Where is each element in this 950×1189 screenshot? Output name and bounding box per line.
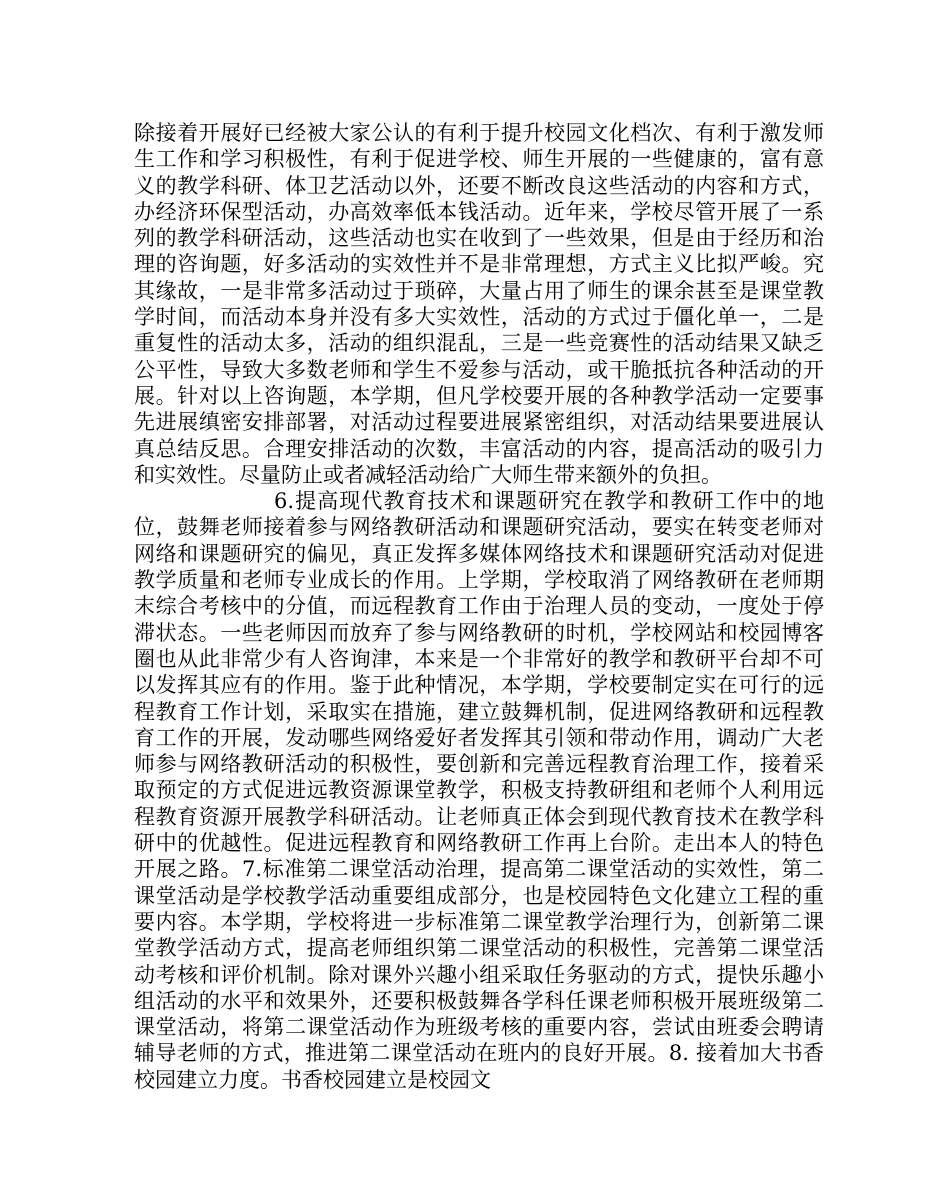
paragraph-education-technology: 6.提高现代教育技术和课题研究在教学和教研工作中的地位，鼓舞老师接着参与网络教研活动和课题研究活动，要实在转变老师对网络和课题研究的偏见，真正发挥多媒体网络技术和课题研究活动对促进教学质量和老师专业成长的作用。上学期，学校取消了网络教研在老师期末综合考核中的分值，而远程教育工作由于治理人员的变动，一度处于停滞状态。一些老师因而放弃了参与网络教研的时机，学校网站和校园博客圈也从此非常少有人咨询津，本来是一个非常好的教学和教研平台却不可以发挥其应有的作用。鉴于此种情况，本学期，学校要制定实在可行的远程教育工作计划，采取实在措施，建立鼓舞机制，促进网络教研和远程教育工作的开展，发动哪些网络爱好者发挥其引领和带动作用，调动广大老师参与网络教研活动的积极性，要创新和完善远程教育治理工作，接着采取预定的方式促进远教资源课堂教学，积极支持教研组和老师个人利用远程教育资源开展教学科研活动。让老师真正体会到现代教育技术在教学科研中的优越性。促进远程教育和网络教研工作再上台阶。走出本人的特色开展之路。7.标准第二课堂活动治理，提高第二课堂活动的实效性，第二课堂活动是学校教学活动重要组成部分，也是校园特色文化建立工程的重要内容。本学期，学校将进一步标准第二课堂教学治理行为，创新第二课堂教学活动方式，提高老师组织第二课堂活动的积极性，完善第二课堂活动考核和评价机制。除对课外兴趣小组采取任务驱动的方式，提快乐趣小组活动的水平和效果外，还要积极鼓舞各学科任课老师积极开展班级第二课堂活动，将第二课堂活动作为班级考核的重要内容，尝试由班委会聘请辅导老师的方式，推进第二课堂活动在班内的良好开展。8. 接着加大书香校园建立力度。书香校园建立是校园文: [134, 489, 824, 1092]
paragraph-activities: 除接着开展好已经被大家公认的有利于提升校园文化档次、有利于激发师生工作和学习积极性，有利于促进学校、师生开展的一些健康的，富有意义的教学科研、体卫艺活动以外，还要不断改良这些活动的内容和方式，办经济环保型活动，办高效率低本钱活动。近年来，学校尽管开展了一系列的教学科研活动，这些活动也实在收到了一些效果，但是由于经历和治理的咨询题，好多活动的实效性并不是非常理想，方式主义比拟严峻。究其缘故，一是非常多活动过于琐碎，大量占用了师生的课余甚至是课堂教学时间，而活动本身并没有多大实效性，活动的方式过于僵化单一，二是重复性的活动太多，活动的组织混乱，三是一些竞赛性的活动结果又缺乏公平性，导致大多数老师和学生不爱参与活动，或干脆抵抗各种活动的开展。针对以上咨询题，本学期，但凡学校要开展的各种教学活动一定要事先进展缜密安排部署，对活动过程要进展紧密组织，对活动结果要进展认真总结反思。合理安排活动的次数，丰富活动的内容，提高活动的吸引力和实效性。尽量防止或者减轻活动给广大师生带来额外的负担。: [134, 121, 824, 487]
document-body: [134, 120, 824, 1093]
